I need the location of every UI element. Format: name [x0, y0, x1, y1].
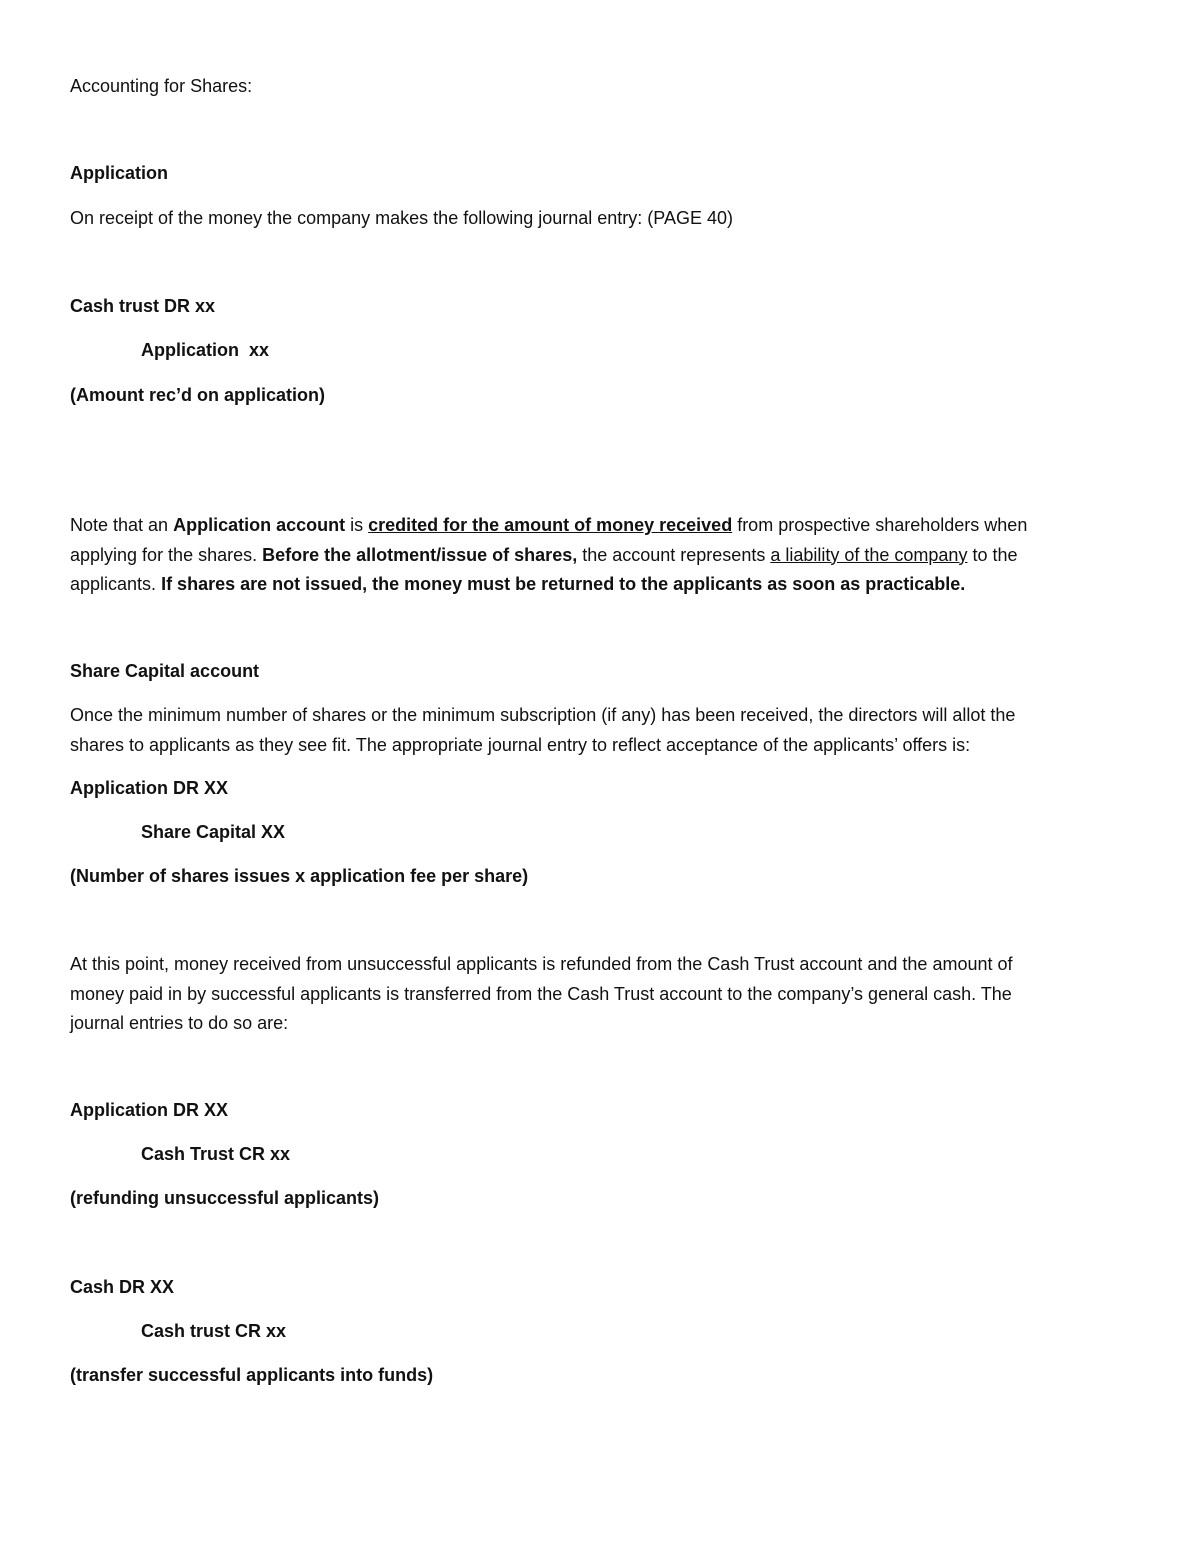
text-span: from prospective shareholders when: [732, 515, 1028, 535]
refund-entry-debit: Application DR XX: [70, 1100, 229, 1120]
document-title: Accounting for Shares:: [70, 76, 253, 96]
bold-text: Application account: [173, 515, 346, 535]
share-capital-line-1: Once the minimum number of shares or the minimum subscription (if any) has been received, the directors will allot the: [70, 705, 1016, 725]
share-capital-entry-debit: Application DR XX: [70, 778, 229, 798]
text-span: applicants.: [70, 574, 162, 594]
text-span: to the: [967, 544, 1018, 565]
refund-line-3: journal entries to do so are:: [70, 1013, 289, 1033]
bold-text: Before the allotment/issue of shares,: [262, 544, 578, 565]
text-span: Note that an: [70, 515, 174, 535]
refund-line-1: At this point, money received from unsuccessful applicants is refunded from the Cash Trust account and the amount of: [70, 954, 1013, 974]
bold-text: If shares are not issued, the money must be returned to the applicants as soon as practicable.: [161, 574, 966, 594]
underlined-bold-text: credited for the amount of money received: [368, 515, 733, 535]
transfer-entry-note: (transfer successful applicants into funds): [70, 1365, 434, 1385]
refund-entry-note: (refunding unsuccessful applicants): [70, 1188, 380, 1208]
application-heading: Application: [70, 163, 168, 183]
journal-entry-credit: Application xx: [141, 340, 270, 360]
note-line-3: [70, 573, 1132, 603]
transfer-entry-credit: Cash trust CR xx: [141, 1321, 287, 1341]
journal-entry-note: (Amount rec’d on application): [70, 385, 325, 405]
refund-line-2: money paid in by successful applicants is transferred from the Cash Trust account to the company’s general cash. The: [70, 983, 1012, 1004]
text-span: the account represents: [577, 544, 771, 565]
note-line-2: [70, 544, 1132, 574]
text-span: is: [345, 515, 369, 535]
journal-entry-debit: Cash trust DR xx: [70, 296, 216, 316]
underlined-text: a liability of the company: [770, 544, 968, 565]
share-capital-line-2: shares to applicants as they see fit. The appropriate journal entry to reflect acceptance of the applicants’ offers is:: [70, 734, 971, 755]
note-line-1: [70, 514, 1132, 544]
application-intro: On receipt of the money the company makes the following journal entry: (PAGE 40): [70, 208, 733, 228]
share-capital-paragraph: [70, 704, 1132, 763]
text-span: applying for the shares.: [70, 544, 263, 565]
refund-entry-credit: Cash Trust CR xx: [141, 1144, 291, 1164]
note-paragraph: [70, 514, 1132, 603]
share-capital-entry-credit: Share Capital XX: [141, 822, 286, 842]
transfer-entry-debit: Cash DR XX: [70, 1277, 175, 1297]
refund-paragraph: [70, 953, 1132, 1042]
share-capital-heading: Share Capital account: [70, 661, 260, 681]
share-capital-entry-note: (Number of shares issues x application fee per share): [70, 866, 529, 886]
